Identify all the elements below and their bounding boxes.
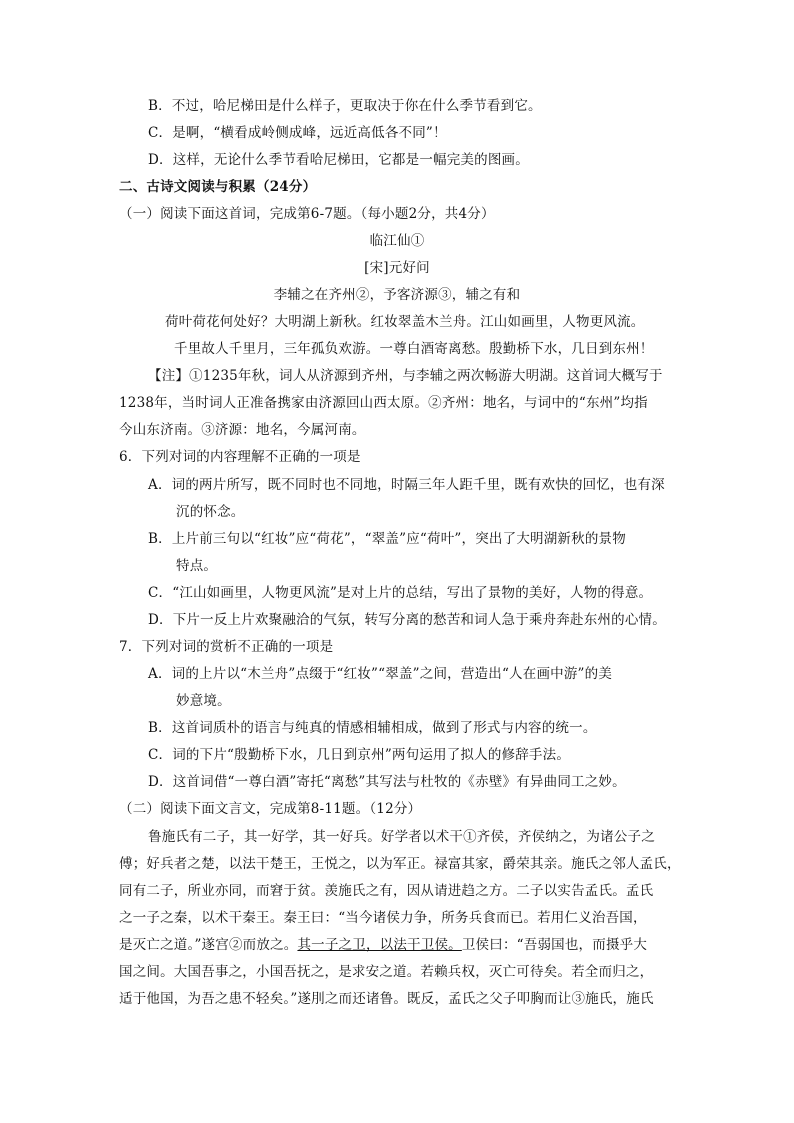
q6-option-b-cont: 特点。 [176, 558, 218, 574]
poem-line-1: 荷叶荷花何处好？大明湖上新秋。红妆翠盖木兰舟。江山如画里，人物更风流。 [165, 314, 645, 330]
q7-stem: 7．下列对词的赏析不正确的一项是 [119, 639, 334, 655]
q7-option-d: D．这首词借“一尊白酒”寄托“离愁”其写法与杜牧的《赤壁》有异曲同工之妙。 [148, 774, 626, 790]
prose-line-5-head: 是灭亡之道。”遂宫②而放之。 [119, 937, 298, 953]
part1-intro: （一）阅读下面这首词，完成第6-7题。（每小题2分，共4分） [119, 206, 495, 222]
q6-option-a-cont: 沉的怀念。 [176, 504, 245, 520]
q6-option-c: C．“江山如画里，人物更风流”是对上片的总结，写出了景物的美好，人物的得意。 [148, 585, 653, 601]
prose-line-5-tail: 卫侯曰：“吾弱国也，而摄乎大 [461, 937, 648, 953]
prose-line-5 [119, 936, 647, 954]
note-line-1: 【注】①1235年秋，词人从济源到齐州，与李辅之两次畅游大明湖。这首词大概写于 [148, 368, 663, 384]
poem-author: [宋]元好问 [364, 260, 430, 276]
poem-title: 临江仙① [369, 233, 425, 249]
q6-option-b: B．上片前三句以“红妆”应“荷花”，“翠盖”应“荷叶”，突出了大明湖新秋的景物 [148, 531, 626, 547]
prose-line-1: 鲁施氏有二子，其一好学，其一好兵。好学者以术干①齐侯，齐侯纳之，为诸公子之 [148, 829, 655, 845]
section-heading: 二、古诗文阅读与积累（24分） [119, 179, 317, 195]
prose-line-3: 同有二子，所业亦同，而窘于贫。羡施氏之有，因从请进趋之方。二子以实告孟氏。孟氏 [119, 883, 654, 899]
q7-option-a: A．词的上片以“木兰舟”点缀于“红妆”“翠盖”之间，营造出“人在画中游”的美 [148, 666, 613, 682]
part2-intro: （二）阅读下面文言文，完成第8-11题。（12分） [119, 801, 422, 817]
poem-line-2: 千里故人千里月，三年孤负欢游。一尊白酒寄离愁。殷勤桥下水，几日到东州！ [174, 341, 654, 357]
prose-line-6: 国之间。大国吾事之，小国吾抚之，是求安之道。若赖兵权，灭亡可待矣。若全而归之， [119, 964, 654, 980]
q5-option-b: B．不过，哈尼梯田是什么样子，更取决于你在什么季节看到它。 [148, 98, 542, 114]
prose-line-4: 之一子之秦，以术干秦王。秦王曰：“当今诸侯力争，所务兵食而已。若用仁义治吾国， [119, 910, 647, 926]
q5-option-c: C．是啊，“横看成岭侧成峰，远近高低各不同”！ [148, 125, 447, 141]
q6-option-d: D．下片一反上片欢聚融洽的气氛，转写分离的愁苦和词人急于乘舟奔赴东州的心情。 [148, 612, 666, 628]
note-line-2: 1238年，当时词人正准备携家由济源回山西太原。②齐州：地名，与词中的“东州”均指 [119, 395, 648, 411]
q7-option-a-cont: 妙意境。 [176, 693, 231, 709]
q6-stem: 6．下列对词的内容理解不正确的一项是 [119, 449, 361, 465]
q5-option-d: D．这样，无论什么季节看哈尼梯田，它都是一幅完美的图画。 [148, 152, 529, 168]
q6-option-a: A．词的两片所写，既不同时也不同地，时隔三年人距千里，既有欢快的回忆，也有深 [148, 477, 665, 493]
q7-option-b: B．这首词质朴的语言与纯真的情感相辅相成，做到了形式与内容的统一。 [148, 720, 597, 736]
prose-line-2: 傅；好兵者之楚，以法干楚王，王悦之，以为军正。禄富其家，爵荣其亲。施氏之邻人孟氏， [119, 856, 681, 872]
prose-line-7: 适于他国，为吾之患不轻矣。”遂刖之而还诸鲁。既反，孟氏之父子叩胸而让③施氏，施氏 [119, 991, 654, 1007]
note-line-3: 今山东济南。③济源：地名，今属河南。 [119, 422, 366, 438]
q7-option-c: C．词的下片“殷勤桥下水，几日到京州”两句运用了拟人的修辞手法。 [148, 747, 571, 763]
underlined-sentence: 其一子之卫，以法干卫侯。 [297, 937, 462, 953]
poem-subtitle: 李辅之在齐州②，予客济源③，辅之有和 [273, 287, 521, 303]
